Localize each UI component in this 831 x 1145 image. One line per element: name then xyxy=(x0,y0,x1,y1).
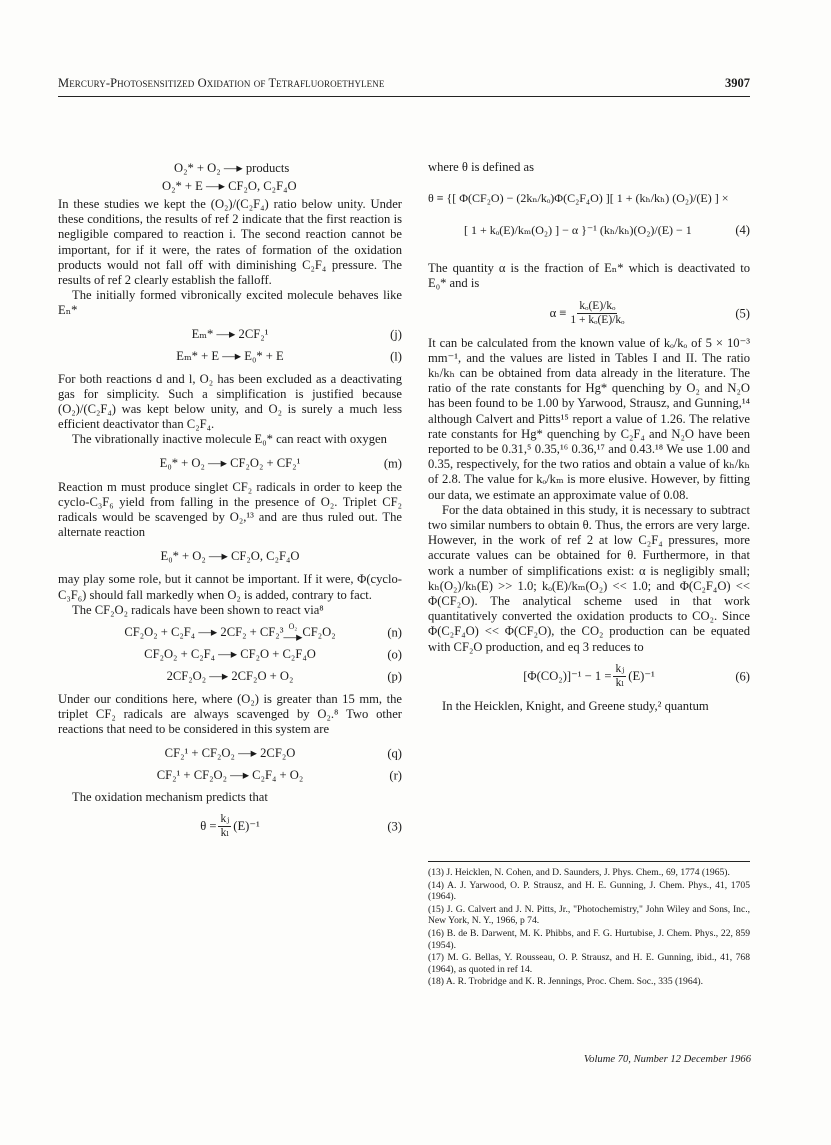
equation-tag: (6) xyxy=(735,669,750,684)
equation-text: [Φ(CO₂)]⁻¹ − 1 = xyxy=(523,669,612,684)
equation-line: θ ≡ {[ Φ(CF₂O) − (2kₙ/kₒ)Φ(C₂F₄O) ][ 1 + (kₕ/kₕ) (O₂)/(E) ] × xyxy=(428,191,729,206)
equation-text: (E)⁻¹ xyxy=(628,669,655,684)
paragraph: In the Heicklen, Knight, and Greene study,² quantum xyxy=(442,698,709,713)
equation-tag: (m) xyxy=(383,456,402,471)
journal-footer: Volume 70, Number 12 December 1966 xyxy=(583,1054,751,1065)
left-column xyxy=(58,160,402,847)
equation-text: 2CF₂O₂ —▸ 2CF₂O + O₂ xyxy=(166,669,294,684)
paragraph: where θ is defined as xyxy=(428,160,535,174)
reference: (16) B. de B. Darwent, M. K. Phibbs, and F. G. Hurtubise, J. Chem. Phys., 22, 859 (1954). xyxy=(428,927,750,951)
paragraph: The vibrationally inactive molecule E₀* can react with oxygen xyxy=(72,432,387,447)
equation-tag: (q) xyxy=(387,746,402,761)
equation-j xyxy=(58,324,402,346)
reference: (13) J. Heicklen, N. Cohen, and D. Saunders, J. Phys. Chem., 69, 1774 (1965). xyxy=(428,867,730,878)
paragraph: It can be calculated from the known value of kₒ/kₒ of 5 × 10⁻³ mm⁻¹, and the values are listed in Tables I and II. The ratio kₕ/kₕ can be obtained from data already in the literature. The ratio of the rate constants for Hg* quenching by O₂ and N₂O has been found to be 1.00 by Yarwood, Strausz, and Gunning,¹⁴ although Calvert and Pitts¹⁵ report a value of 1.26. The relative rate constants for Hg* quenching by C₂F₄ and N₂O have been reported to be 0.31,⁵ 0.35,¹⁶ 0.36,¹⁷ and 0.43.¹⁸ We use 1.00 and 0.35, respectively, for the two ratios and obtain a value of kₕ/kₕ of 2.8. The value for kₒ/kₘ is more elusive. However, by fitting our data, we estimate an approximate value of 0.08. xyxy=(428,335,750,502)
equation-q xyxy=(58,743,402,765)
header-rule xyxy=(58,96,750,97)
equation-text: CF₂O₂ + C₂F₄ —▸ 2CF₂ + CF₂³ xyxy=(124,625,284,640)
paragraph: The oxidation mechanism predicts that xyxy=(72,789,268,804)
equation-tag: (4) xyxy=(735,223,750,238)
paragraph: In these studies we kept the (O₂)/(C₂F₄) ratio below unity. Under these conditions, the results of ref 2 indicate that the first reaction is negligible compared to reaction i. The second reaction cannot be important, for if it were, the rates of formation of the oxidation products would not fall off with diminishing C₂F₄ pressure. The results of ref 2 clearly establish the falloff. xyxy=(58,197,402,288)
equation-text: Eₘ* —▸ 2CF₂¹ xyxy=(191,327,269,342)
equation-n xyxy=(58,622,402,644)
reference: (15) J. G. Calvert and J. N. Pitts, Jr., "Photochemistry," John Wiley and Sons, Inc., New York, N. Y., 1966, p 74. xyxy=(428,903,750,927)
page-header xyxy=(58,76,750,94)
equation-text: θ = xyxy=(200,819,217,834)
equation-tag: (3) xyxy=(387,819,402,834)
fraction xyxy=(613,664,626,690)
paragraph: Under our conditions here, where (O₂) is greater than 15 mm, the triplet CF₂ radicals are always scavenged by O₂.⁸ Two other reactions that need to be considered in this system are xyxy=(58,692,402,737)
equation-tag: (n) xyxy=(387,625,402,640)
numerator: kⱼ xyxy=(218,814,231,828)
equation-3 xyxy=(58,807,402,847)
equation-text: α ≡ xyxy=(549,306,567,320)
right-column xyxy=(428,160,750,714)
equation-o2-e xyxy=(58,177,402,197)
equation-6 xyxy=(428,655,750,699)
equation-4 xyxy=(428,175,750,261)
reference: (17) M. G. Bellas, Y. Rousseau, O. P. Strausz, and H. E. Gunning, ibid., 41, 768 (1964), as quoted in ref 14. xyxy=(428,952,750,975)
denominator: kₗ xyxy=(220,827,230,840)
equation-line: [ 1 + kₒ(E)/kₘ(O₂) ] − α }⁻¹ (kₕ/kₕ)(O₂)/(E) − 1 xyxy=(464,223,692,238)
equation-text: O₂* + E —▸ CF₂O, C₂F₄O xyxy=(162,179,297,194)
paragraph: The CF₂O₂ radicals have been shown to react via⁸ xyxy=(72,602,324,617)
equation-tag: (j) xyxy=(390,327,402,342)
equation-o xyxy=(58,644,402,666)
numerator: kₒ(E)/kₒ xyxy=(577,301,617,315)
reference: (14) A. J. Yarwood, O. P. Strausz, and H. E. Gunning, J. Chem. Phys., 41, 1705 (1964). xyxy=(428,879,750,903)
arrow-label: O₂ xyxy=(288,621,298,631)
reference: (18) A. R. Trobridge and K. R. Jennings, Proc. Chem. Soc., 335 (1964). xyxy=(428,976,704,988)
equation-r xyxy=(58,765,402,787)
equation-5 xyxy=(428,292,750,336)
page-number: 3907 xyxy=(725,76,750,90)
equation-text: CF₂O₂ xyxy=(302,625,336,640)
fraction xyxy=(568,301,626,327)
running-title: Mercury-Photosensitized Oxidation of Tetrafluoroethylene xyxy=(58,76,385,90)
paragraph: For both reactions d and l, O₂ has been excluded as a deactivating gas for simplicity. Such a simplification is justified because (O₂)/(C₂F₄) was kept below unity, and O₂ is surely a much less efficient deactivator than C₂F₄. xyxy=(58,371,402,432)
equation-text: CF₂¹ + CF₂O₂ —▸ 2CF₂O xyxy=(164,746,296,761)
arrow-over-o2: O₂ —▸ xyxy=(283,621,303,644)
equation-text: E₀* + O₂ —▸ CF₂O₂ + CF₂¹ xyxy=(159,456,301,471)
equation-tag: (5) xyxy=(735,306,750,321)
equation-text: (E)⁻¹ xyxy=(233,819,260,834)
denominator: kₗ xyxy=(615,677,625,690)
fraction xyxy=(218,814,231,840)
equation-m xyxy=(58,453,402,475)
denominator: 1 + kₒ(E)/kₒ xyxy=(570,314,625,327)
equation-text: CF₂O₂ + C₂F₄ —▸ CF₂O + C₂F₄O xyxy=(144,647,316,662)
equation-tag: (o) xyxy=(387,647,402,662)
equation-tag: (l) xyxy=(390,349,402,364)
equation-o2-products xyxy=(58,160,402,177)
equation-alternate xyxy=(58,545,402,567)
equation-tag: (r) xyxy=(389,768,402,783)
paragraph: may play some role, but it cannot be important. If it were, Φ(cyclo-C₃F₆) should fall markedly when O₂ is added, contrary to fact. xyxy=(58,572,402,602)
equation-p xyxy=(58,666,402,688)
paragraph: The initially formed vibronically excited molecule behaves like Eₙ* xyxy=(58,288,402,318)
paragraph: Reaction m must produce singlet CF₂ radicals in order to keep the cyclo-C₃F₆ yield from falling in the presence of O₂. Triplet CF₂ radicals would be scavenged by O₂,¹³ and are thus ruled out. The alternate reaction xyxy=(58,479,402,540)
footnotes xyxy=(428,861,750,989)
equation-text: CF₂¹ + CF₂O₂ —▸ C₂F₄ + O₂ xyxy=(156,768,304,783)
equation-l xyxy=(58,346,402,368)
equation-text: Eₘ* + E —▸ E₀* + E xyxy=(176,349,284,364)
equation-text: E₀* + O₂ —▸ CF₂O, C₂F₄O xyxy=(160,548,300,563)
numerator: kⱼ xyxy=(613,664,626,678)
paragraph: The quantity α is the fraction of Eₙ* which is deactivated to E₀* and is xyxy=(428,261,750,291)
equation-tag: (p) xyxy=(387,669,402,684)
paragraph: For the data obtained in this study, it is necessary to subtract two similar numbers to obtain θ. Thus, the errors are very large. However, in the work of ref 2 at low C₂F₄ pressures, more accurate values can be obtained for θ. Furthermore, in that work a number of simplifications exist: α is negligibly small; kₕ(O₂)/kₕ(E) >> 1.0; kₒ(E)/kₘ(O₂) << 1.0; and Φ(C₂F₄O) << Φ(CF₂O). The analytical scheme used in that work quantitatively converted the oxidation products to CO₂. Since Φ(C₂F₄O) << Φ(CF₂O), the CO₂ production can be equated with CF₂O production, and eq 3 reduces to xyxy=(428,502,750,654)
equation-text: O₂* + O₂ —▸ products xyxy=(174,160,290,175)
